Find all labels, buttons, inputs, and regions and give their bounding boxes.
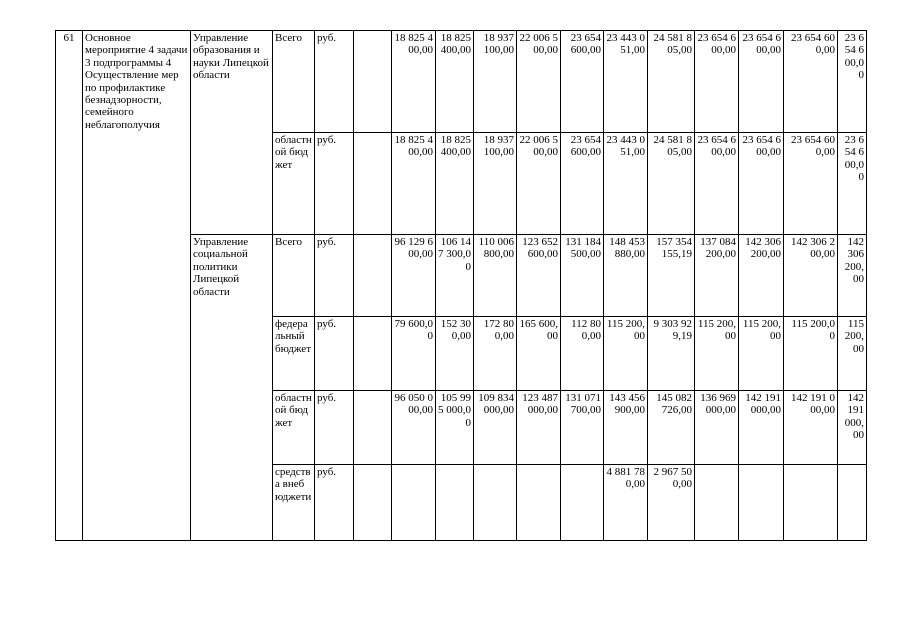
amount-cell bbox=[517, 465, 561, 541]
amount-cell: 109 834 000,00 bbox=[474, 391, 517, 465]
amount-cell: 106 147 300,00 bbox=[436, 235, 474, 317]
unit-cell: руб. bbox=[315, 235, 354, 317]
unit-cell: руб. bbox=[315, 391, 354, 465]
empty-cell bbox=[354, 31, 392, 133]
amount-cell: 136 969 000,00 bbox=[695, 391, 739, 465]
amount-cell bbox=[739, 465, 784, 541]
amount-cell: 23 654 600,00 bbox=[784, 31, 838, 133]
amount-cell: 152 300,00 bbox=[436, 317, 474, 391]
amount-cell: 23 654 600,00 bbox=[695, 133, 739, 235]
amount-cell: 18 937 100,00 bbox=[474, 31, 517, 133]
amount-cell: 142 306 200,00 bbox=[784, 235, 838, 317]
amount-cell: 23 654 600,00 bbox=[561, 133, 604, 235]
amount-cell bbox=[436, 465, 474, 541]
amount-cell: 143 456 900,00 bbox=[604, 391, 648, 465]
amount-cell: 142 306 200,00 bbox=[838, 235, 867, 317]
empty-cell bbox=[354, 235, 392, 317]
funding-source-cell: областной бюджет bbox=[273, 391, 315, 465]
amount-cell: 145 082 726,00 bbox=[648, 391, 695, 465]
empty-cell bbox=[354, 391, 392, 465]
amount-cell bbox=[561, 465, 604, 541]
funding-source-cell: федеральный бюджет bbox=[273, 317, 315, 391]
amount-cell: 24 581 805,00 bbox=[648, 31, 695, 133]
funding-source-cell: Всего bbox=[273, 31, 315, 133]
amount-cell: 23 654 600,00 bbox=[739, 31, 784, 133]
row-number-cell: 61 bbox=[56, 31, 83, 541]
amount-cell: 4 881 780,00 bbox=[604, 465, 648, 541]
unit-cell: руб. bbox=[315, 31, 354, 133]
amount-cell: 18 937 100,00 bbox=[474, 133, 517, 235]
executor-cell: Управление образования и науки Липецкой области bbox=[191, 31, 273, 235]
amount-cell: 22 006 500,00 bbox=[517, 31, 561, 133]
amount-cell: 23 654 600,00 bbox=[561, 31, 604, 133]
funding-source-cell: областной бюджет bbox=[273, 133, 315, 235]
funding-table bbox=[55, 30, 867, 541]
amount-cell: 23 654 600,00 bbox=[838, 133, 867, 235]
amount-cell: 18 825 400,00 bbox=[392, 31, 436, 133]
amount-cell: 18 825 400,00 bbox=[436, 31, 474, 133]
amount-cell: 142 191 000,00 bbox=[838, 391, 867, 465]
amount-cell: 112 800,00 bbox=[561, 317, 604, 391]
amount-cell: 23 654 600,00 bbox=[784, 133, 838, 235]
unit-cell: руб. bbox=[315, 465, 354, 541]
amount-cell: 24 581 805,00 bbox=[648, 133, 695, 235]
amount-cell: 172 800,00 bbox=[474, 317, 517, 391]
amount-cell: 23 443 051,00 bbox=[604, 133, 648, 235]
amount-cell bbox=[474, 465, 517, 541]
amount-cell: 115 200,00 bbox=[838, 317, 867, 391]
amount-cell: 115 200,00 bbox=[739, 317, 784, 391]
measure-name-cell: Основное мероприятие 4 задачи 3 подпрограммы 4 Осуществление мер по профилактике безнадзорности, семейного неблагополучия bbox=[83, 31, 191, 541]
empty-cell bbox=[354, 133, 392, 235]
amount-cell: 18 825 400,00 bbox=[436, 133, 474, 235]
amount-cell: 123 487 000,00 bbox=[517, 391, 561, 465]
amount-cell: 115 200,00 bbox=[695, 317, 739, 391]
amount-cell: 23 654 600,00 bbox=[695, 31, 739, 133]
amount-cell: 23 654 600,00 bbox=[739, 133, 784, 235]
amount-cell: 157 354 155,19 bbox=[648, 235, 695, 317]
amount-cell: 96 129 600,00 bbox=[392, 235, 436, 317]
funding-source-cell: средства внебюджети bbox=[273, 465, 315, 541]
empty-cell bbox=[354, 465, 392, 541]
amount-cell: 148 453 880,00 bbox=[604, 235, 648, 317]
amount-cell: 110 006 800,00 bbox=[474, 235, 517, 317]
amount-cell: 9 303 929,19 bbox=[648, 317, 695, 391]
amount-cell: 23 443 051,00 bbox=[604, 31, 648, 133]
amount-cell: 142 306 200,00 bbox=[739, 235, 784, 317]
amount-cell bbox=[784, 465, 838, 541]
funding-source-cell: Всего bbox=[273, 235, 315, 317]
amount-cell: 105 995 000,00 bbox=[436, 391, 474, 465]
amount-cell bbox=[392, 465, 436, 541]
executor-cell: Управление социальной политики Липецкой области bbox=[191, 235, 273, 541]
amount-cell: 115 200,00 bbox=[604, 317, 648, 391]
unit-cell: руб. bbox=[315, 133, 354, 235]
amount-cell: 131 071 700,00 bbox=[561, 391, 604, 465]
amount-cell: 23 654 600,00 bbox=[838, 31, 867, 133]
amount-cell: 79 600,00 bbox=[392, 317, 436, 391]
table-row bbox=[56, 31, 867, 133]
amount-cell bbox=[838, 465, 867, 541]
amount-cell: 115 200,00 bbox=[784, 317, 838, 391]
amount-cell: 165 600,00 bbox=[517, 317, 561, 391]
amount-cell: 22 006 500,00 bbox=[517, 133, 561, 235]
amount-cell: 137 084 200,00 bbox=[695, 235, 739, 317]
amount-cell bbox=[695, 465, 739, 541]
amount-cell: 131 184 500,00 bbox=[561, 235, 604, 317]
amount-cell: 123 652 600,00 bbox=[517, 235, 561, 317]
amount-cell: 18 825 400,00 bbox=[392, 133, 436, 235]
amount-cell: 2 967 500,00 bbox=[648, 465, 695, 541]
amount-cell: 142 191 000,00 bbox=[739, 391, 784, 465]
empty-cell bbox=[354, 317, 392, 391]
amount-cell: 142 191 000,00 bbox=[784, 391, 838, 465]
amount-cell: 96 050 000,00 bbox=[392, 391, 436, 465]
unit-cell: руб. bbox=[315, 317, 354, 391]
